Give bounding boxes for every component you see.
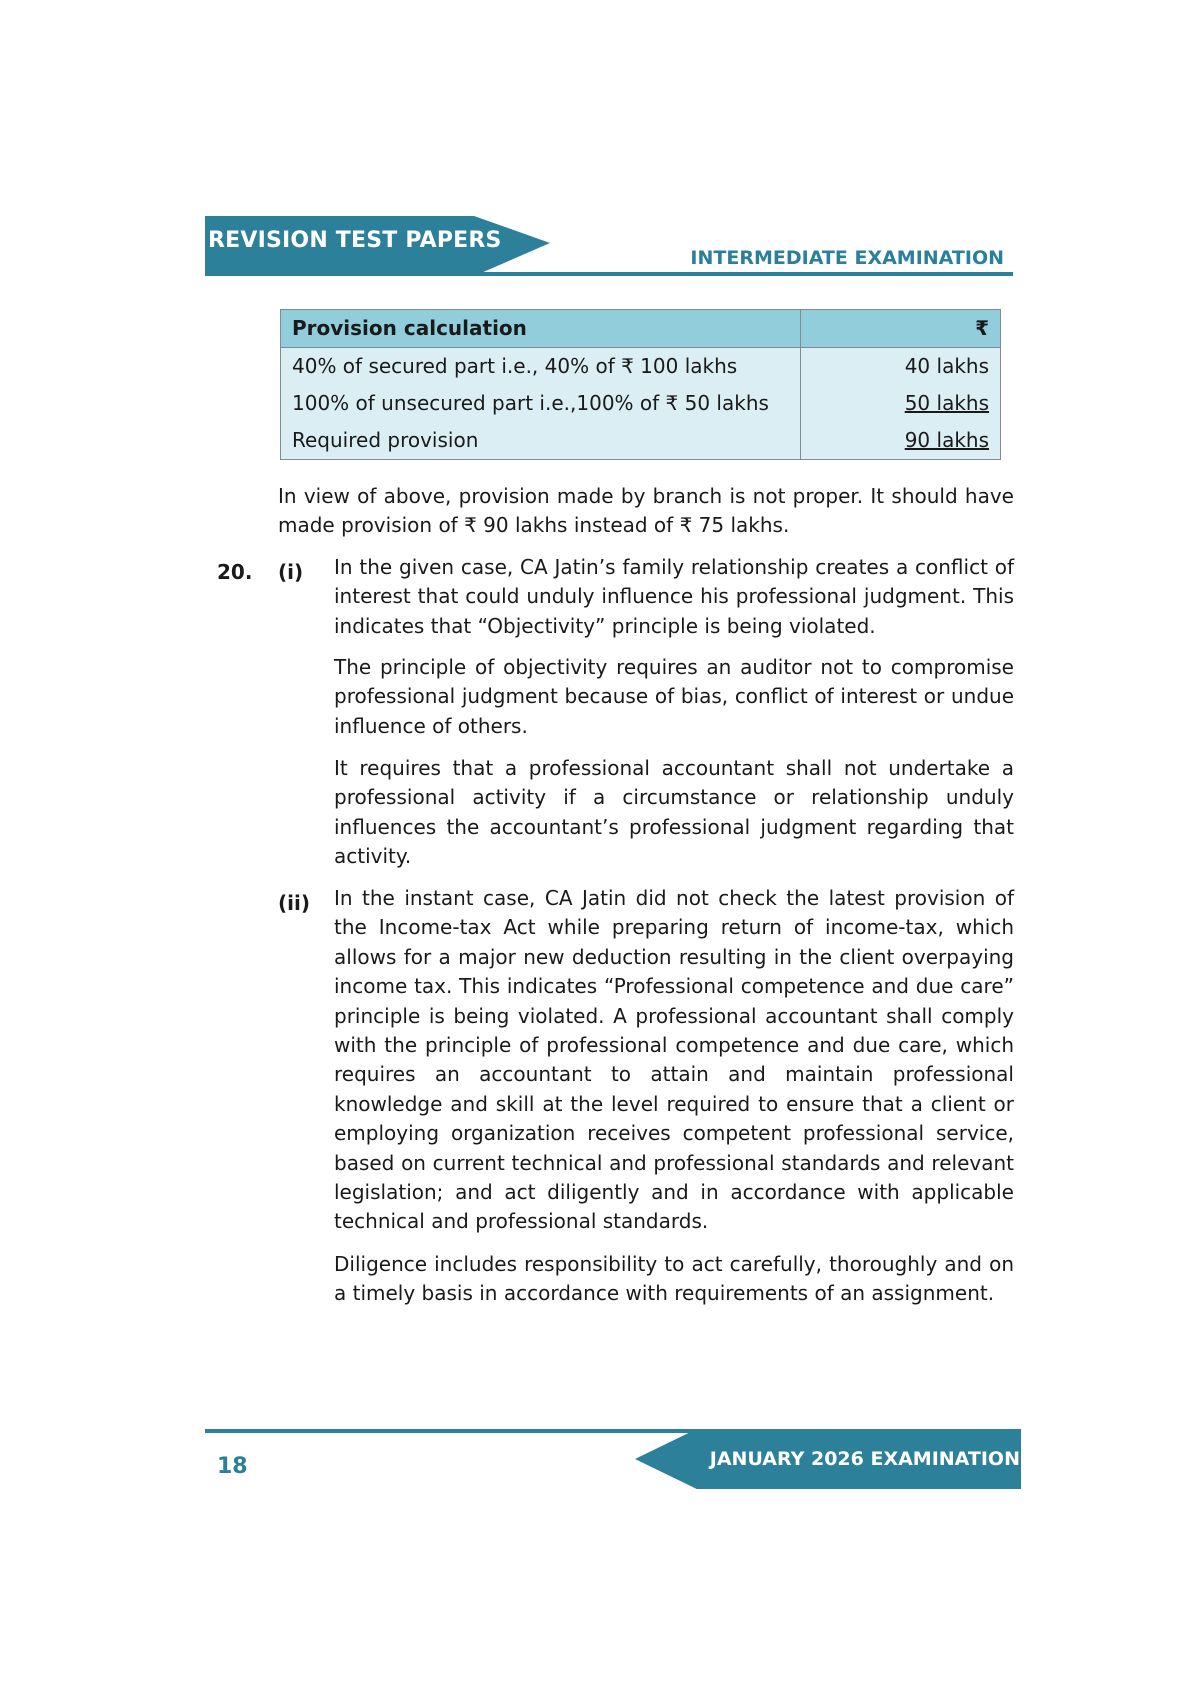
provision-table [280,309,1001,460]
part-ii-paragraph-2: Diligence includes responsibility to act carefully, thoroughly and on a timely basis in accordance with requirements of an assignment. [334,1252,1014,1306]
row-amount-value: 90 lakhs [904,428,989,452]
part-i-paragraph-1: In the given case, CA Jatin’s family relationship creates a conflict of interest that could unduly influence his professional judgment. This indicates that “Objectivity” principle is being violated. [334,555,1014,638]
question-number: 20. [217,560,253,584]
page-number: 18 [217,1454,248,1479]
part-i-paragraph-2: The principle of objectivity requires an auditor not to compromise professional judgment because of bias, conflict of interest or undue influence of others. [334,655,1014,738]
table-header-row [281,310,1001,348]
row-amount: 40 lakhs [801,348,1001,386]
footer-right-title: JANUARY 2026 EXAMINATION [709,1448,1020,1470]
header-rule [205,272,1013,276]
row-label: Required provision [281,422,801,460]
part-i-label: (i) [278,560,304,584]
part-ii-paragraph-1: In the instant case, CA Jatin did not check the latest provision of the Income-tax Act while preparing return of income-tax, which allows for a major new deduction resulting in the client overpaying income tax. This indicates “Professional competence and due care” principle is being violated. A professional accountant shall comply with the principle of professional competence and due care, which requires an accountant to attain and maintain professional knowledge and skill at the level required to ensure that a client or employing organization receives competent professional service, based on current technical and professional standards and relevant legislation; and act diligently and in accordance with applicable technical and professional standards. [334,886,1014,1234]
row-amount [801,422,1001,460]
row-label: 100% of unsecured part i.e.,100% of ₹ 50 lakhs [281,385,801,422]
table-row [281,385,1001,422]
row-label: 40% of secured part i.e., 40% of ₹ 100 lakhs [281,348,801,386]
currency-symbol: ₹ [801,310,1001,348]
row-amount [801,385,1001,422]
table-row [281,422,1001,460]
part-ii-label: (ii) [278,891,310,915]
conclusion-paragraph: In view of above, provision made by branch is not proper. It should have made provision of ₹ 90 lakhs instead of ₹ 75 lakhs. [278,484,1014,538]
row-amount-value: 50 lakhs [904,391,989,415]
header-right-title: INTERMEDIATE EXAMINATION [690,247,1004,269]
part-i-paragraph-3: It requires that a professional accountant shall not undertake a professional activity if a circumstance or relationship unduly influences the accountant’s professional judgment regarding that activity. [334,756,1014,869]
header-left-title: REVISION TEST PAPERS [208,228,502,253]
table-title: Provision calculation [281,310,801,348]
table-row [281,348,1001,386]
